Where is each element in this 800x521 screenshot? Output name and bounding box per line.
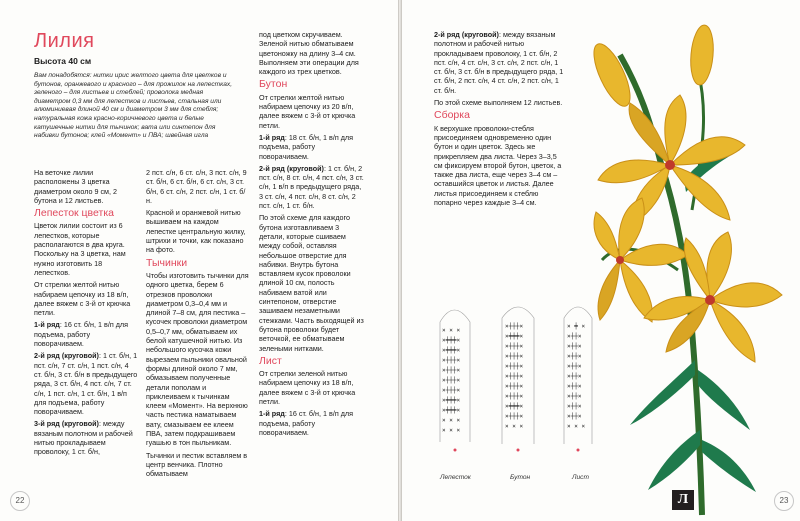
row-text: : 1 ст. б/н, 1 пст. с/н, 7 ст. с/н, 1 пст. с/н, 4 ст. б/н, 3 ст. б/н в предыдущего ряда, 3 ст. б/н, 4 пст. с/н, 7 ст. с/н, 1 пст. с/н, 1 ст. б/н, 1 в/п для подъема, работу поворачиваем. xyxy=(34,351,138,417)
petal-text-4: Красной и оранжевой нитью вышиваем на каждом лепестке центральную жилку, штрихи и точки, как показано на фото. xyxy=(146,208,246,255)
svg-text:×┼┼×: ×┼┼× xyxy=(567,343,582,350)
leaf xyxy=(702,440,756,492)
petal-row-1 xyxy=(34,320,138,348)
row-label: 2-й ряд (круговой) xyxy=(434,30,499,39)
svg-text:×╪╪╪×: ×╪╪╪× xyxy=(505,333,524,340)
bud-text-2: По этой схеме для каждого бутона изготавливаем 3 детали, которые сшиваем между собой, оставляя небольшое отверстие для набивки. Внутрь бутона вставляем кусок проволоки длиной 10 см, полость набиваем ватой или синтепоном, отверстие зашиваем незаметными стежками. Часть выходящей из бутона проволоки будет веточкой, ее обматываем зелеными нитками. xyxy=(259,213,364,353)
petal-text-2: От стрелки желтой нитью набираем цепочку из 18 в/п, далее вяжем с 3-й от крючка петли. xyxy=(34,280,131,318)
svg-text:× × ×: × × × xyxy=(567,423,586,430)
svg-text:×┼┼×: ×┼┼× xyxy=(567,403,582,410)
svg-text:×┼┼×: ×┼┼× xyxy=(567,333,582,340)
right-page xyxy=(402,0,800,521)
row-text: : 16 ст. б/н, 1 в/п для подъема, работу поворачиваем. xyxy=(34,320,128,349)
row-text: : между вязаным полотном и рабочей нитью прокладываем проволоку, 1 ст. б/н, xyxy=(34,419,133,457)
svg-text:×┼┼┼×: ×┼┼┼× xyxy=(505,373,524,380)
svg-text:× × ×: × × × xyxy=(442,417,461,424)
publisher-logo: Л xyxy=(672,490,694,510)
row-label: 1-й ряд xyxy=(259,132,285,142)
bud-row-1 xyxy=(259,133,365,161)
row-label: 1-й ряд xyxy=(34,320,60,330)
bud-diagram xyxy=(502,307,534,452)
svg-text:×╪╪╪×: ×╪╪╪× xyxy=(442,407,461,414)
svg-text:×┼┼┼×: ×┼┼┼× xyxy=(442,387,461,394)
diagram-label-bud: Бутон xyxy=(510,474,531,481)
svg-text:×┼┼┼×: ×┼┼┼× xyxy=(505,363,524,370)
row-text: : 16 ст. б/н, 1 в/п для подъема, работу поворачиваем. xyxy=(259,409,353,437)
svg-text:×╪╪╪×: ×╪╪╪× xyxy=(505,403,524,410)
svg-text:×╪╪╪×: ×╪╪╪× xyxy=(442,337,461,344)
svg-text:× × ×: × × × xyxy=(442,427,461,434)
svg-text:×┼┼┼×: ×┼┼┼× xyxy=(442,377,461,384)
stamens-text-2: Тычинки и пестик вставляем в центр венчика. Плотно обматываем xyxy=(146,450,248,479)
petal-row-2 xyxy=(34,351,138,416)
svg-text:×┼┼┼×: ×┼┼┼× xyxy=(505,393,524,400)
lily-illustration xyxy=(580,10,800,520)
petal-text-3: 2 пст. с/н, 6 ст. с/н, 3 пст. с/н, 9 ст. б/н, 6 ст. б/н, 6 ст. с/н, 3 ст. б/н, 6 ст. с/н, 2 пст. с/н, 1 ст. б/н. xyxy=(146,168,247,205)
petal-diagram xyxy=(440,310,470,452)
heading-bud: Бутон xyxy=(259,78,288,91)
stamens-text-3: под цветком скручиваем. Зеленой нитью обматываем цветоножку на длину 3–4 см. Выполняем эти операции для каждого из трех цветков. xyxy=(259,30,359,77)
svg-text:×┼┼×: ×┼┼× xyxy=(567,353,582,360)
svg-text:×┼┼×: ×┼┼× xyxy=(567,383,582,390)
svg-text:× × ×: × × × xyxy=(442,327,461,334)
leaf-text-1: От стрелки зеленой нитью набираем цепочку из 18 в/п, далее вяжем с 3-й от крючка петли. xyxy=(259,369,356,406)
svg-text:×┼┼┼×: ×┼┼┼× xyxy=(505,353,524,360)
row-label: 3-й ряд (круговой) xyxy=(34,419,99,429)
left-column-2 xyxy=(146,168,250,482)
page-number-right: 23 xyxy=(774,491,794,511)
svg-text:×╪╪╪×: ×╪╪╪× xyxy=(442,397,461,404)
page-number-left: 22 xyxy=(10,491,30,511)
assembly-text: К верхушке проволоки-стебля присоединяем одновременно один бутон и один цветок. Здесь же прикрепляем два листа. Через 3–3,5 см фиксируем второй бутон, цветок, а также два листа, еще через 3–4 см – оставшийся цветок и листья. Далее листья присоединяем к стеблю попарно через каждые 3–4 см. xyxy=(434,123,562,208)
leaf xyxy=(698,370,750,430)
leaf xyxy=(630,360,695,425)
svg-text:×┼┼×: ×┼┼× xyxy=(567,393,582,400)
svg-text:×┼┼┼×: ×┼┼┼× xyxy=(505,323,524,330)
right-column-1 xyxy=(434,30,566,210)
page-title: Лилия xyxy=(34,30,95,52)
svg-text:×┼┼┼×: ×┼┼┼× xyxy=(505,343,524,350)
bud-row-2 xyxy=(259,164,365,210)
leaf-text-2: По этой схеме выполняем 12 листьев. xyxy=(434,98,563,108)
svg-text:×┼┼×: ×┼┼× xyxy=(567,413,582,420)
row-text: : 18 ст. б/н, 1 в/п для подъема, работу поворачиваем. xyxy=(259,132,353,161)
svg-text:×┼┼┼×: ×┼┼┼× xyxy=(505,383,524,390)
svg-text:×┼┼┼×: ×┼┼┼× xyxy=(505,413,524,420)
leaf-row-1 xyxy=(259,409,365,437)
heading-assembly: Сборка xyxy=(434,109,470,122)
leaf xyxy=(648,430,700,490)
bud xyxy=(688,24,715,86)
leaf-row-2 xyxy=(434,30,566,95)
heading-leaf: Лист xyxy=(259,354,282,367)
row-label: 1-й ряд xyxy=(259,409,285,419)
row-text: : между вязаным полотном и рабочей нитью прокладываем проволоку, 1 ст. б/н, 2 пст. с/н, 4 ст. с/н, 3 ст. с/н, 2 пст. с/н, 1 ст. б/н, 3 ст. б/н в предыдущего ряда, 1 ст. б/н, 2 пст. с/н, 4 ст. с/н, 2 пст. с/н, 1 ст. б/н. xyxy=(434,30,564,95)
left-page xyxy=(0,0,398,521)
svg-text:×┼┼┼×: ×┼┼┼× xyxy=(442,367,461,374)
materials-text: Вам понадобятся: нитки ирис желтого цвета для цветков и бутонов, оранжевого и красного – для прожилок на лепестках, зеленого – для листьев и стеблей; проволока медная диаметром 0,3 мм для лепестков и листьев, стальная или алюминиевая длиной 40 см и диаметром 3 мм для стебля; натуральная кожа красно-коричневого цвета и белые катушечные нитки для тычинок; вата или синтепон для набивки бутонов; клей «Момент» и ПВА; швейная игла xyxy=(34,72,233,140)
svg-text:×┼┼×: ×┼┼× xyxy=(567,373,582,380)
petal-row-3 xyxy=(34,419,138,456)
petal-text-1: Цветок лилии состоит из 6 лепестков, которые располагаются в два круга. Поскольку на 3 цветка, нам нужно изготовить 18 лепестков. xyxy=(34,221,126,277)
svg-text:×┼┼×: ×┼┼× xyxy=(567,363,582,370)
row-label: 2-й ряд (круговой) xyxy=(34,351,99,361)
heading-petal: Лепесток цветка xyxy=(34,207,114,220)
heading-stamens: Тычинки xyxy=(146,256,188,269)
left-column-3 xyxy=(259,30,365,440)
svg-text:× × ×: × × × xyxy=(505,423,524,430)
svg-text:× ╪ ×: × ╪ × xyxy=(567,323,586,330)
bud-text-1: От стрелки желтой нитью набираем цепочку из 20 в/п, далее вяжем с 3-й от крючка петли. xyxy=(259,92,356,130)
row-text: : 1 ст. б/н, 2 пст. с/н, 8 ст. с/н, 4 пст. с/н, 3 ст. с/н, 1 в/п в предыдущего ряда, 3 ст. с/н, 4 пст. с/н, 8 ст. с/н, 2 пст. с/н, 1 ст. б/н. xyxy=(259,163,364,211)
stamens-text-1: Чтобы изготовить тычинки для одного цветка, берем 6 отрезков проволоки диаметром 0,3–0,4 мм и длиной 7–8 см, для пестика – кусочек проволоки диаметром 0,5–0,7 мм, обматываем их белой катушечной нитью. Из небольшого кусочка кожи вырезаем пыльники овальной формы длиной около 7 мм, обмазываем полученные детали пополам и приклеиваем к тычинкам клеем «Момент». На верхнюю часть пестика наматываем вату, смазываем ее клеем ПВА, затем подкрашиваем гуашью в тон пыльникам. xyxy=(146,270,249,448)
svg-text:×╪╪╪×: ×╪╪╪× xyxy=(442,347,461,354)
diagram-label-petal: Лепесток xyxy=(440,474,471,481)
svg-text:×┼┼┼×: ×┼┼┼× xyxy=(442,357,461,364)
row-label: 2-й ряд (круговой) xyxy=(259,163,324,173)
diagram-label-leaf: Лист xyxy=(572,474,589,481)
height-label: Высота 40 см xyxy=(34,56,92,66)
intro-text: На веточке лилии расположены 3 цветка диаметром около 9 см, 2 бутона и 12 листьев. xyxy=(34,168,117,205)
left-column-1 xyxy=(34,168,138,460)
